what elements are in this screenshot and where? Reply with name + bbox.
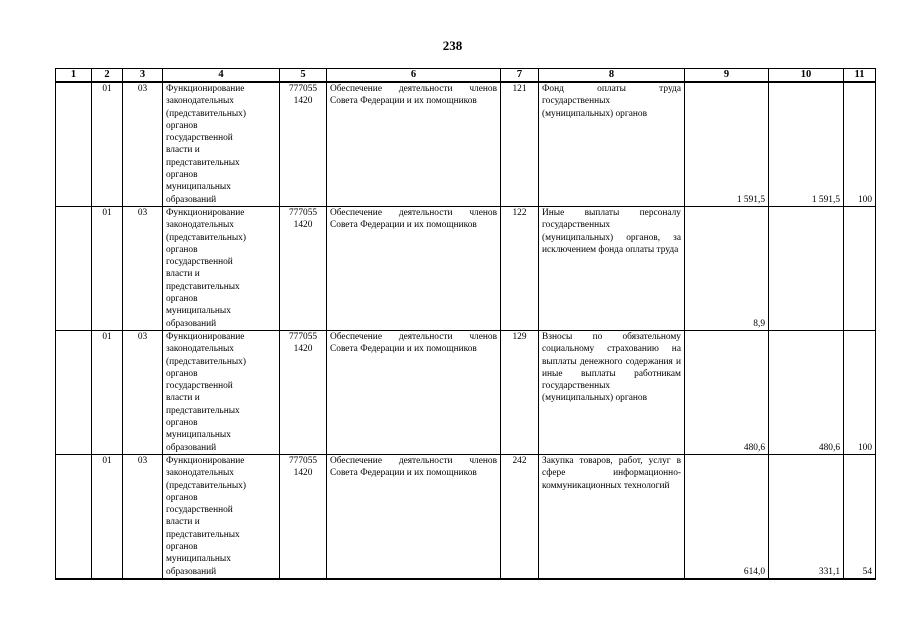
table-row <box>56 455 876 580</box>
column-header-7: 7 <box>501 69 539 83</box>
cell-target-code: 777055 1420 <box>280 331 327 455</box>
cell-percent: 54 <box>844 455 876 580</box>
cell-row-number <box>56 331 92 455</box>
column-header-2: 2 <box>92 69 123 83</box>
cell-executed-amount <box>769 207 844 331</box>
cell-percent: 100 <box>844 331 876 455</box>
cell-planned-amount: 614,0 <box>685 455 769 580</box>
cell-target-name: Обеспечение деятельности членов Совета Федерации и их помощников <box>327 207 501 331</box>
cell-expense-type-name: Фонд оплаты труда государственных (муниципальных) органов <box>539 82 685 207</box>
column-header-11: 11 <box>844 69 876 83</box>
column-header-6: 6 <box>327 69 501 83</box>
cell-section-code: 01 <box>92 207 123 331</box>
cell-expense-type-name: Иные выплаты персоналу государственных (муниципальных) органов, за исключением фонда оплаты труда <box>539 207 685 331</box>
cell-section-code: 01 <box>92 82 123 207</box>
table-row <box>56 331 876 455</box>
column-header-1: 1 <box>56 69 92 83</box>
header-row <box>56 69 876 83</box>
cell-target-name: Обеспечение деятельности членов Совета Федерации и их помощников <box>327 331 501 455</box>
table-row <box>56 82 876 207</box>
cell-expense-type-code: 122 <box>501 207 539 331</box>
cell-target-name: Обеспечение деятельности членов Совета Федерации и их помощников <box>327 82 501 207</box>
cell-executed-amount: 331,1 <box>769 455 844 580</box>
budget-table <box>55 68 876 580</box>
cell-subsection-code: 03 <box>123 207 163 331</box>
cell-subsection-name: Функционирование законодательных (представительных) органов государственной власти и представительных органов муниципальных образований <box>163 331 280 455</box>
table-row <box>56 207 876 331</box>
cell-row-number <box>56 207 92 331</box>
cell-subsection-name: Функционирование законодательных (представительных) органов государственной власти и представительных органов муниципальных образований <box>163 455 280 580</box>
column-header-8: 8 <box>539 69 685 83</box>
column-header-5: 5 <box>280 69 327 83</box>
cell-planned-amount: 8,9 <box>685 207 769 331</box>
cell-section-code: 01 <box>92 331 123 455</box>
cell-subsection-code: 03 <box>123 82 163 207</box>
cell-expense-type-name: Взносы по обязательному социальному страхованию на выплаты денежного содержания и иные выплаты работникам государственных (муниципальных) органов <box>539 331 685 455</box>
column-header-4: 4 <box>163 69 280 83</box>
cell-percent: 100 <box>844 82 876 207</box>
cell-expense-type-code: 121 <box>501 82 539 207</box>
cell-subsection-code: 03 <box>123 331 163 455</box>
cell-executed-amount: 480,6 <box>769 331 844 455</box>
cell-planned-amount: 1 591,5 <box>685 82 769 207</box>
cell-percent <box>844 207 876 331</box>
cell-row-number <box>56 455 92 580</box>
page-number: 238 <box>442 38 463 53</box>
cell-row-number <box>56 82 92 207</box>
cell-subsection-name: Функционирование законодательных (представительных) органов государственной власти и представительных органов муниципальных образований <box>163 82 280 207</box>
cell-subsection-name: Функционирование законодательных (представительных) органов государственной власти и представительных органов муниципальных образований <box>163 207 280 331</box>
column-header-3: 3 <box>123 69 163 83</box>
cell-target-name: Обеспечение деятельности членов Совета Федерации и их помощников <box>327 455 501 580</box>
cell-expense-type-name: Закупка товаров, работ, услуг в сфере информационно-коммуникационных технологий <box>539 455 685 580</box>
cell-executed-amount: 1 591,5 <box>769 82 844 207</box>
cell-target-code: 777055 1420 <box>280 207 327 331</box>
column-header-9: 9 <box>685 69 769 83</box>
cell-target-code: 777055 1420 <box>280 455 327 580</box>
cell-section-code: 01 <box>92 455 123 580</box>
cell-expense-type-code: 242 <box>501 455 539 580</box>
cell-target-code: 777055 1420 <box>280 82 327 207</box>
cell-expense-type-code: 129 <box>501 331 539 455</box>
cell-subsection-code: 03 <box>123 455 163 580</box>
cell-planned-amount: 480,6 <box>685 331 769 455</box>
column-header-10: 10 <box>769 69 844 83</box>
